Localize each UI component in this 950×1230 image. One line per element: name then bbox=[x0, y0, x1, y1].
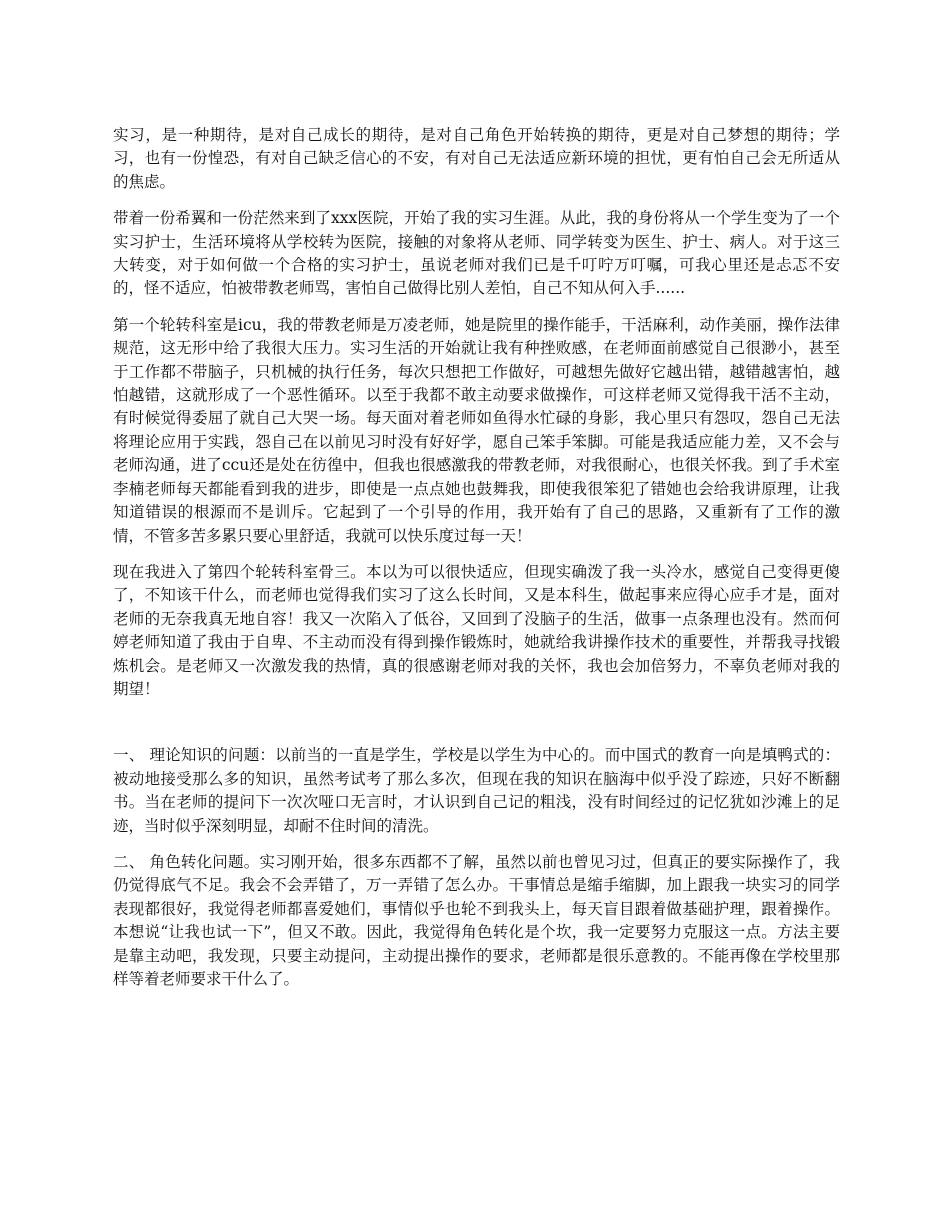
document-body bbox=[113, 124, 840, 1004]
paragraph-arrival: 带着一份希翼和一份茫然来到了xxx医院，开始了我的实习生涯。从此，我的身份将从一个学生变为了一个实习护士，生活环境将从学校转为医院，接触的对象将从老师、同学转变为医生、护士、病人。对于这三大转变，对于如何做一个合格的实习护士，虽说老师对我们已是千叮咛万叮嘱，可我心里还是忐忑不安的，怪不适应，怕被带教老师骂，害怕自己做得比别人差怕，自己不知从何入手...... bbox=[113, 209, 840, 298]
paragraph-icu-rotation: 第一个轮转科室是icu，我的带教老师是万凌老师，她是院里的操作能手，干活麻利，动作美丽，操作法律规范，这无形中给了我很大压力。实习生活的开始就让我有种挫败感，在老师面前感觉自己很渺小，甚至于工作都不带脑子，只机械的执行任务，每次只想把工作做好，可越想先做好它越出错，越错越害怕，越怕越错，这就形成了一个恶性循环。以至于我都不敢主动要求做操作，可这样老师又觉得我干活不主动，有时候觉得委屈了就自己大哭一场。每天面对着老师如鱼得水忙碌的身影，我心里只有怨叹，怨自己无法将理论应用于实践，怨自己在以前见习时没有好好学，愿自己笨手笨脚。可能是我适应能力差，又不会与老师沟通，进了ccu还是处在彷徨中，但我也很感激我的带教老师，对我很耐心，也很关怀我。到了手术室李楠老师每天都能看到我的进步，即使是一点点她也鼓舞我，即使我很笨犯了错她也会给我讲原理，让我知道错误的根源而不是训斥。它起到了一个引导的作用，我开始有了自己的思路，又重新有了工作的激情，不管多苦多累只要心里舒适，我就可以快乐度过每一天！ bbox=[113, 315, 840, 545]
paragraph-fourth-rotation: 现在我进入了第四个轮转科室骨三。本以为可以很快适应，但现实确泼了我一头冷水，感觉自己变得更傻了，不知该干什么，而老师也觉得我们实习了这么长时间，又是本科生，做起事来应得心应手才是，面对老师的无奈我真无地自容！我又一次陷入了低谷，又回到了没脑子的生活，做事一点条理也没有。然而何婷老师知道了我由于自卑、不主动而没有得到操作锻炼时，她就给我讲操作技术的重要性，并帮我寻找锻炼机会。是老师又一次激发我的热情，真的很感谢老师对我的关怀，我也会加倍努力，不辜负老师对我的期望！ bbox=[113, 562, 840, 698]
paragraph-role-transition: 二、 角色转化问题。实习刚开始，很多东西都不了解，虽然以前也曾见习过，但真正的要实际操作了，我仍觉得底气不足。我会不会弄错了，万一弄错了怎么办。干事情总是缩手缩脚，加上跟我一块实习的同学表现都很好，我觉得老师都喜爱她们，事情似乎也轮不到我头上，每天盲目跟着做基础护理，跟着操作。本想说“让我也试一下”，但又不敢。因此，我觉得角色转化是个坎，我一定要努力克服这一点。方法主要是靠主动吧，我发现，只要主动提问，主动提出操作的要求，老师都是很乐意教的。不能再像在学校里那样等着老师要求干什么了。 bbox=[113, 852, 840, 988]
paragraph-theory-problem: 一、 理论知识的问题：以前当的一直是学生，学校是以学生为中心的。而中国式的教育一向是填鸭式的：被动地接受那么多的知识，虽然考试考了那么多次，但现在我的知识在脑海中似乎没了踪迹，只好不断翻书。当在老师的提问下一次次哑口无言时，才认识到自己记的粗浅，没有时间经过的记忆犹如沙滩上的足迹，当时似乎深刻明显，却耐不住时间的清洗。 bbox=[113, 746, 840, 835]
paragraph-intro: 实习，是一种期待，是对自己成长的期待，是对自己角色开始转换的期待，更是对自己梦想的期待；学习，也有一份惶恐，有对自己缺乏信心的不安，有对自己无法适应新环境的担忧，更有怕自己会无所适从的焦虑。 bbox=[113, 126, 840, 191]
